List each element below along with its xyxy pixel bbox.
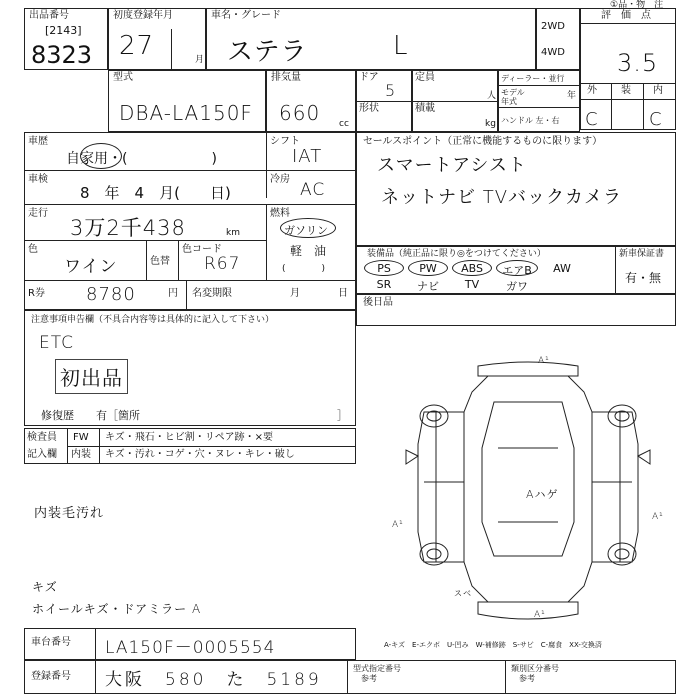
chassis-value: LA150F－0005554 bbox=[105, 638, 276, 658]
diagram-mark-bottom: A¹ bbox=[534, 610, 546, 620]
repair-bracket: ］ bbox=[337, 409, 348, 422]
inspector-label-1: 検査員 bbox=[27, 432, 57, 443]
lot-sub: [2143] bbox=[45, 24, 82, 37]
ref-label: 参考 bbox=[361, 674, 377, 683]
after-date-label: 後日品 bbox=[363, 297, 393, 308]
handle-label: ハンドル 左・右 bbox=[501, 116, 560, 125]
equip-item-2-2: TV bbox=[464, 278, 480, 291]
registration-box bbox=[24, 660, 676, 694]
color-label: 色 bbox=[28, 244, 38, 255]
recycle-unit: 円 bbox=[168, 288, 178, 299]
chassis-label: 車台番号 bbox=[31, 637, 71, 648]
warranty-value: 有・無 bbox=[625, 271, 662, 285]
equip-item-circle-0 bbox=[364, 260, 404, 276]
fuel-paren: ( ) bbox=[282, 264, 326, 274]
lot-box bbox=[24, 8, 108, 70]
model-year-label: モデル bbox=[501, 88, 525, 97]
hand-line-1: 内装毛汚れ bbox=[34, 506, 105, 521]
code-value: R67 bbox=[204, 254, 241, 274]
equip-item-2-0: SR bbox=[376, 278, 392, 291]
disp-unit: cc bbox=[339, 119, 349, 129]
equip-item-0: PS bbox=[377, 262, 391, 275]
int2-label: 内 bbox=[653, 85, 663, 96]
month-unit-2: 月 bbox=[290, 288, 300, 299]
equip-item-4: AW bbox=[553, 262, 571, 275]
diagram-mark-center: Aハゲ bbox=[526, 488, 559, 501]
car-name-label: 車名・グレード bbox=[211, 10, 281, 21]
paint-label: 色替 bbox=[150, 256, 170, 267]
score-label: 評 価 点 bbox=[601, 10, 651, 21]
color-value: ワイン bbox=[64, 257, 118, 277]
equip-item-2-3: ガワ bbox=[506, 280, 528, 293]
inspector-row2: キズ・汚れ・コゲ・穴・ヌレ・キレ・破し bbox=[105, 449, 295, 460]
score-value: 3.5 bbox=[617, 49, 659, 77]
disp-value: 660 bbox=[279, 101, 321, 125]
notes-label: 注意事項申告欄（不具合内容等は具体的に記入して下さい） bbox=[31, 315, 275, 325]
lot-label: 出品番号 bbox=[29, 10, 69, 21]
equip-item-circle-2 bbox=[452, 260, 492, 276]
shape-label: 形状 bbox=[359, 103, 379, 114]
equip-item-circle-3 bbox=[496, 260, 538, 276]
fuel-label: 燃料 bbox=[270, 208, 290, 219]
inspection-label: 車検 bbox=[28, 174, 48, 185]
after-date-box bbox=[356, 294, 676, 326]
notes-stamp: 初出品 bbox=[55, 359, 128, 394]
equip-item-circle-1 bbox=[408, 260, 448, 276]
limit-label: 名変期限 bbox=[192, 288, 232, 299]
year-unit: 年 bbox=[567, 91, 577, 101]
diagram-legend: A-キズ E-エクボ U-凹み W-補修跡 S-サビ C-腐食 XX-交換済 bbox=[384, 641, 602, 649]
notes-line1: ETC bbox=[39, 333, 74, 353]
ref2-label: 参考 bbox=[519, 674, 535, 683]
ac-value: AC bbox=[300, 180, 326, 200]
drive-4wd: 4WD bbox=[541, 47, 565, 58]
equip-item-3: エアB bbox=[502, 264, 532, 277]
lot-number: 8323 bbox=[31, 41, 93, 69]
diagram-mark-bottom-left: スベ bbox=[454, 589, 472, 598]
dealer-label: ディーラー・並行 bbox=[501, 74, 565, 83]
int-label: 装 bbox=[621, 85, 631, 96]
month-unit: 月 bbox=[195, 55, 205, 65]
diagram-mark-right: A¹ bbox=[652, 512, 664, 522]
hand-line-2: キズ bbox=[32, 580, 58, 594]
inspector-interior: 内装 bbox=[71, 449, 91, 460]
car-name: ステラ bbox=[227, 37, 308, 67]
top-right-note: ①品・物 注 bbox=[610, 0, 664, 10]
drive-2wd: 2WD bbox=[541, 21, 565, 32]
model-label: 型式 bbox=[113, 72, 133, 83]
equip-item-2: ABS bbox=[461, 262, 483, 275]
load-label: 積載 bbox=[415, 103, 435, 114]
repair-label: 修復歴 有［箇所 bbox=[41, 409, 140, 422]
disp-label: 排気量 bbox=[271, 72, 301, 83]
fuel-circle bbox=[280, 218, 336, 238]
grade: L bbox=[393, 31, 409, 61]
inspector-row1: キズ・飛石・ヒビ割・リペア跡・×要 bbox=[105, 432, 273, 443]
code-label: 色コード bbox=[182, 244, 222, 255]
drive-box bbox=[536, 8, 580, 70]
ext-label: 外 bbox=[587, 85, 597, 96]
fuel-opt1: ガソリン bbox=[284, 224, 328, 237]
day-unit: 日 bbox=[338, 288, 348, 299]
ac-label: 冷房 bbox=[270, 174, 290, 185]
capacity-box bbox=[412, 70, 498, 132]
hand-line-3: ホイールキズ・ドアミラー A bbox=[32, 602, 202, 616]
sales-points-box bbox=[356, 132, 676, 246]
history-value: 自家用・( ) bbox=[66, 151, 217, 167]
equip-item-1: PW bbox=[419, 262, 437, 275]
car-name-box bbox=[206, 8, 536, 70]
recycle-value: 8780 bbox=[86, 284, 136, 305]
int-value: C bbox=[649, 109, 663, 130]
door-box bbox=[356, 70, 412, 132]
model-value: DBA-LA150F bbox=[119, 101, 253, 125]
type-label: 型式指定番号 bbox=[353, 664, 401, 673]
registration-value: 大阪 580 た 5189 bbox=[105, 670, 322, 690]
diagram-mark-top: A¹ bbox=[538, 356, 550, 366]
inspector-label-2: 記入欄 bbox=[27, 449, 57, 460]
score-box bbox=[580, 8, 676, 130]
chassis-box bbox=[24, 628, 356, 660]
shift-value: IAT bbox=[292, 146, 323, 167]
capacity-unit: 人 bbox=[487, 91, 497, 101]
fuel-opt2: 軽 油 bbox=[290, 244, 327, 258]
history-label: 車歴 bbox=[28, 136, 48, 147]
sales-line-1: スマートアシスト bbox=[377, 155, 527, 176]
capacity-label: 定員 bbox=[415, 72, 435, 83]
first-reg-box bbox=[108, 8, 206, 70]
equipment-label: 装備品（純正品に限り◎をつけてください） bbox=[367, 249, 546, 259]
sales-line-2: ネットナビ TVバックカメラ bbox=[381, 187, 623, 208]
diagram-mark-left: A¹ bbox=[392, 520, 404, 530]
model-year-unit: 年式 bbox=[501, 97, 517, 106]
ext-value: C bbox=[585, 109, 599, 130]
door-label: ドア bbox=[359, 72, 379, 83]
dealer-box bbox=[498, 70, 580, 132]
inspector-fw: FW bbox=[73, 432, 89, 443]
first-reg-year: 27 bbox=[119, 31, 155, 61]
door-value: 5 bbox=[385, 81, 397, 100]
mileage-label: 走行 bbox=[28, 208, 48, 219]
equip-item-2-1: ナビ bbox=[417, 280, 439, 293]
disp-box bbox=[266, 70, 356, 132]
history-circle bbox=[80, 143, 122, 169]
sales-points-label: セールスポイント（正常に機能するものに限ります） bbox=[363, 136, 603, 147]
shift-label: シフト bbox=[270, 136, 300, 147]
notes-box bbox=[24, 310, 356, 426]
inspection-value: 8 年 4 月( 日) bbox=[80, 184, 231, 202]
first-reg-label: 初度登録年月 bbox=[113, 10, 173, 21]
recycle-label: R券 bbox=[28, 288, 45, 299]
mileage-value: 3万2千438 bbox=[70, 216, 186, 240]
model-box bbox=[108, 70, 266, 132]
warranty-label: 新車保証書 bbox=[619, 249, 665, 259]
registration-label: 登録番号 bbox=[31, 671, 71, 682]
inspector-box bbox=[24, 428, 356, 464]
class-label: 類別区分番号 bbox=[511, 664, 559, 673]
load-unit: kg bbox=[485, 119, 496, 129]
mileage-unit: km bbox=[226, 228, 240, 238]
